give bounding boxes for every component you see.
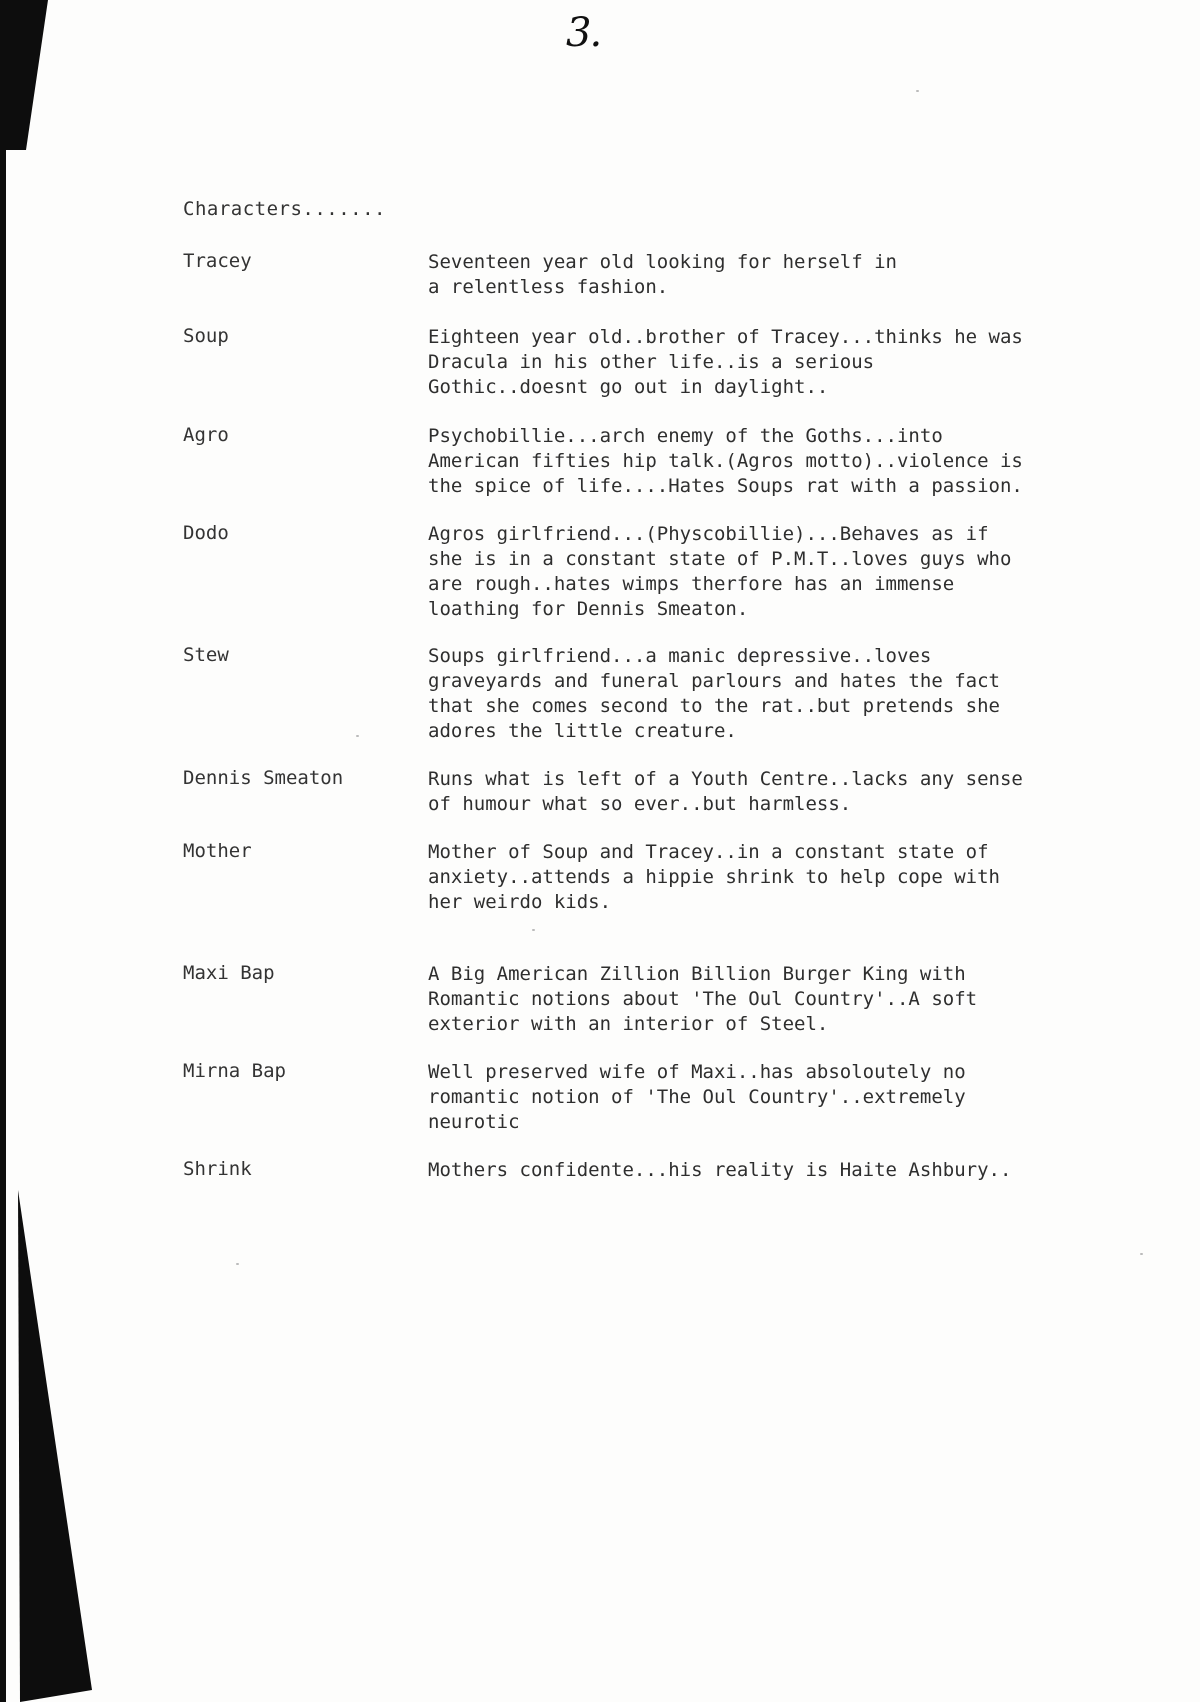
paper-speck: [236, 1263, 239, 1265]
paper-speck: [916, 90, 919, 92]
character-name: Mother: [183, 840, 252, 862]
character-name: Maxi Bap: [183, 962, 275, 984]
paper-speck: [356, 735, 359, 737]
page-number: 3.: [566, 10, 601, 56]
character-description: Agros girlfriend...(Physcobillie)...Behaves as if she is in a constant state of P.M.T..loves guys who are rough..hates wimps therfore has an immense loathing for Dennis Smeaton.: [428, 523, 1012, 620]
paper-speck: [1140, 1253, 1143, 1255]
character-description: Seventeen year old looking for herself in a relentless fashion.: [428, 251, 897, 298]
character-description: A Big American Zillion Billion Burger King with Romantic notions about 'The Oul Country'..A soft exterior with an interior of Steel.: [428, 963, 978, 1035]
character-name: Dodo: [183, 522, 229, 544]
character-description: Mothers confidente...his reality is Haite Ashbury..: [428, 1159, 1012, 1181]
character-name: Tracey: [183, 250, 252, 272]
character-name: Soup: [183, 325, 229, 347]
page-edge-shadow: [0, 0, 100, 1702]
characters-heading: Characters.......: [183, 198, 386, 220]
character-description: Psychobillie...arch enemy of the Goths...into American fifties hip talk.(Agros motto)..violence is the spice of life....Hates Soups rat with a passion.: [428, 425, 1023, 497]
character-description: Eighteen year old..brother of Tracey...thinks he was Dracula in his other life..is a serious Gothic..doesnt go out in daylight..: [428, 326, 1023, 398]
character-name: Agro: [183, 424, 229, 446]
character-name: Stew: [183, 644, 229, 666]
character-description: Soups girlfriend...a manic depressive..loves graveyards and funeral parlours and hates the fact that she comes second to the rat..but pretends she adores the little creature.: [428, 645, 1000, 742]
character-description: Runs what is left of a Youth Centre..lacks any sense of humour what so ever..but harmless.: [428, 768, 1023, 815]
character-description: Well preserved wife of Maxi..has absoloutely no romantic notion of 'The Oul Country'..extremely neurotic: [428, 1061, 966, 1133]
character-name: Dennis Smeaton: [183, 767, 344, 789]
character-name: Mirna Bap: [183, 1060, 286, 1082]
paper-speck: [532, 929, 535, 931]
character-description: Mother of Soup and Tracey..in a constant state of anxiety..attends a hippie shrink to help cope with her weirdo kids.: [428, 841, 1000, 913]
character-name: Shrink: [183, 1158, 252, 1180]
